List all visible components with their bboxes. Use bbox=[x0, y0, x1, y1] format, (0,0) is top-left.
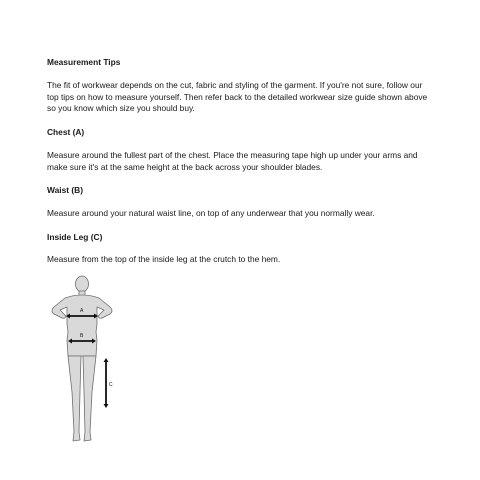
left-leg-shape bbox=[68, 356, 81, 441]
body-illustration bbox=[40, 272, 130, 452]
tips-line-1: The fit of workwear depends on the cut, fabric and styling of the garment. If you're not sure, follow our bbox=[47, 80, 423, 90]
human-silhouette bbox=[52, 276, 112, 441]
right-leg-shape bbox=[83, 356, 96, 441]
chest-heading: Chest (A) bbox=[47, 127, 85, 137]
chest-line-2: make sure it's at the same height at the back across your shoulder blades. bbox=[47, 162, 323, 172]
waist-heading: Waist (B) bbox=[47, 185, 83, 195]
tips-line-2: top tips on how to measure yourself. Then refer back to the detailed workwear size guide shown above bbox=[47, 92, 428, 102]
label-c: C bbox=[109, 382, 113, 388]
inside-leg-measure-arrow bbox=[104, 358, 109, 408]
inside-leg-line-1: Measure from the top of the inside leg at the crutch to the hem. bbox=[47, 254, 281, 264]
torso-arms-shape bbox=[52, 295, 112, 356]
tips-line-3: so you know which size you should buy. bbox=[47, 103, 195, 113]
measurement-tips-heading: Measurement Tips bbox=[47, 57, 121, 67]
inside-leg-heading: Inside Leg (C) bbox=[47, 232, 103, 242]
chest-line-1: Measure around the fullest part of the chest. Place the measuring tape high up under your arms and bbox=[47, 150, 418, 160]
head-shape bbox=[76, 276, 89, 292]
label-a: A bbox=[80, 308, 84, 314]
measurement-figure bbox=[40, 272, 130, 452]
label-b: B bbox=[80, 333, 84, 339]
waist-line-1: Measure around your natural waist line, on top of any underwear that you normally wear. bbox=[47, 208, 375, 218]
